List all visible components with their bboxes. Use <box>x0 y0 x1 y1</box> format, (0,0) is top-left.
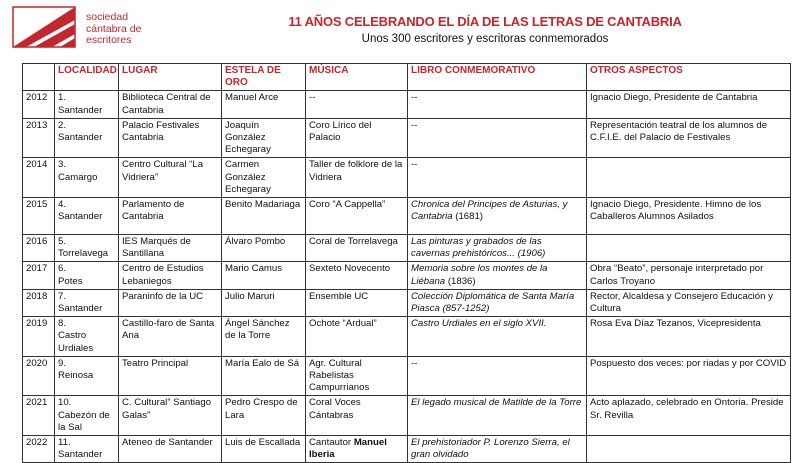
libro-title: Colección Diplomática de Santa María Piasca (857-1252) <box>411 290 575 315</box>
lugar-text: Centro de Estudios Lebaniegos <box>122 263 204 287</box>
cell-year <box>23 118 55 158</box>
localidad-number: 4. <box>58 199 67 211</box>
musica-performer: Manuel Iberia <box>309 437 387 461</box>
lugar-text: Parlamento de Cantabria <box>122 199 185 223</box>
table-row <box>23 158 791 198</box>
libro-title: -- <box>411 119 418 131</box>
localidad-name: Santander <box>58 449 103 461</box>
logo-text <box>86 12 141 47</box>
libro-title: -- <box>411 92 418 104</box>
cell-lugar <box>119 158 222 198</box>
cell-otros <box>587 91 791 118</box>
otros-text: Ignacio Diego, Presidente de Cantabria <box>590 92 758 104</box>
table-row <box>23 235 791 262</box>
localidad-name: Santander <box>58 132 103 144</box>
table-row <box>23 198 791 235</box>
cell-localidad <box>55 356 119 396</box>
lugar-text: Teatro Principal <box>122 357 189 369</box>
year-text: 2021 <box>26 397 48 409</box>
cell-otros <box>587 198 791 235</box>
table-row <box>23 436 791 463</box>
cell-libro <box>408 262 587 289</box>
musica-text: Ochote “Ardual” <box>309 318 377 330</box>
lugar-text: IES Marqués de Santillana <box>122 236 191 260</box>
localidad-number: 3. <box>58 159 67 171</box>
cell-localidad <box>55 317 119 357</box>
libro-title: El prehistoriador P. Lorenzo Sierra, el gran olvidado <box>411 437 570 461</box>
cell-musica <box>306 436 408 463</box>
cell-lugar <box>119 289 222 316</box>
libro-title: Memoria sobre los montes de la Liébana <box>411 263 548 287</box>
cell-lugar <box>119 198 222 235</box>
libro-title: -- <box>411 357 418 369</box>
estela-text: María Ealo de Sá <box>225 357 300 369</box>
estela-text: Luis de Escallada <box>225 437 301 449</box>
header-otros: OTROS ASPECTOS <box>587 64 791 91</box>
libro-title: Las pinturas y grabados de las cavernas prehistóricos... (1906) <box>411 236 546 260</box>
localidad-number: 5. <box>58 236 67 248</box>
localidad-name: Cabezón de la Sal <box>58 409 110 433</box>
cell-localidad <box>55 262 119 289</box>
table-row <box>23 317 791 357</box>
localidad-name: Reinosa <box>58 370 94 382</box>
cell-musica <box>306 262 408 289</box>
musica-text: -- <box>309 92 316 104</box>
cell-otros <box>587 118 791 158</box>
otros-text: Ignacio Diego, Presidente. Himno de los Caballeros Alumnos Asilados <box>590 199 762 223</box>
table-row <box>23 396 791 436</box>
cell-estela <box>222 158 306 198</box>
localidad-number: 1. <box>58 92 67 104</box>
localidad-number: 6. <box>58 263 67 275</box>
lugar-text: Biblioteca Central de Cantabria <box>122 92 211 116</box>
table-row <box>23 262 791 289</box>
estela-text: Benito Madariaga <box>225 199 301 211</box>
libro-title: -- <box>411 159 418 171</box>
cell-otros <box>587 158 791 198</box>
year-text: 2016 <box>26 236 48 248</box>
events-table <box>22 63 791 463</box>
header-musica: MÚSICA <box>306 64 408 91</box>
musica-text: Ensemble UC <box>309 290 369 302</box>
year-text: 2019 <box>26 318 48 330</box>
cell-libro <box>408 289 587 316</box>
libro-title: El legado musical de Matilde de la Torre <box>411 397 582 409</box>
lugar-text: Centro Cultural “La Vidriera” <box>122 159 204 183</box>
cell-year <box>23 198 55 235</box>
musica-text: Taller de folklore de la Vidriera <box>309 159 403 183</box>
cell-otros <box>587 235 791 262</box>
year-text: 2014 <box>26 159 48 171</box>
estela-text: Pedro Crespo de Lara <box>225 397 298 421</box>
musica-text: Coro “A Cappella” <box>309 199 386 211</box>
estela-text: Carmen González Echegaray <box>225 159 271 195</box>
cell-estela <box>222 198 306 235</box>
year-text: 2015 <box>26 199 48 211</box>
libro-title: Castro Urdiales en el siglo XVII. <box>411 318 547 330</box>
cell-estela <box>222 262 306 289</box>
cell-localidad <box>55 436 119 463</box>
localidad-number: 11. <box>58 437 71 449</box>
localidad-name: Santander <box>58 303 103 315</box>
cell-otros <box>587 396 791 436</box>
cell-musica <box>306 118 408 158</box>
localidad-name: Castro Urdiales <box>58 330 94 354</box>
table-header-row <box>23 64 791 91</box>
cell-musica <box>306 235 408 262</box>
cell-year <box>23 91 55 118</box>
table-row <box>23 356 791 396</box>
localidad-name: Santander <box>58 104 103 116</box>
cell-localidad <box>55 158 119 198</box>
otros-text: Representación teatral de los alumnos de C.F.I.E. del Palacio de Festivales <box>590 119 768 144</box>
localidad-number: 7. <box>58 290 67 302</box>
cell-libro <box>408 118 587 158</box>
cell-estela <box>222 118 306 158</box>
cell-localidad <box>55 91 119 118</box>
cell-year <box>23 235 55 262</box>
cell-musica <box>306 91 408 118</box>
cell-localidad <box>55 396 119 436</box>
cell-year <box>23 262 55 289</box>
cell-otros <box>587 436 791 463</box>
estela-text: Álvaro Pombo <box>225 236 286 248</box>
cell-localidad <box>55 118 119 158</box>
cell-estela <box>222 289 306 316</box>
libro-year: (1681) <box>452 211 484 223</box>
musica-text: Sexteto Novecento <box>309 263 391 275</box>
estela-text: Ángel Sánchez de la Torre <box>225 318 290 342</box>
lugar-text: Castillo-faro de Santa Ana <box>122 318 215 342</box>
cell-year <box>23 158 55 198</box>
cell-libro <box>408 356 587 396</box>
cell-libro <box>408 396 587 436</box>
musica-text: Cantautor <box>309 437 354 449</box>
year-text: 2017 <box>26 263 48 275</box>
cell-localidad <box>55 235 119 262</box>
otros-text: Rector, Alcaldesa y Consejero Educación y Cultura <box>590 290 773 315</box>
cell-lugar <box>119 262 222 289</box>
localidad-name: Santander <box>58 211 103 223</box>
otros-text: Rosa Eva Díaz Tezanos, Vicepresidenta <box>590 318 761 330</box>
table-row <box>23 118 791 158</box>
cell-otros <box>587 356 791 396</box>
header-libro: LIBRO CONMEMORATIVO <box>408 64 587 91</box>
header-lugar: LUGAR <box>119 64 222 91</box>
cell-libro <box>408 235 587 262</box>
cell-localidad <box>55 289 119 316</box>
localidad-number: 10. <box>58 397 72 409</box>
estela-text: Julio Maruri <box>225 290 275 302</box>
otros-text: Obra “Beato”, personaje interpretado por Carlos Troyano <box>590 263 764 287</box>
otros-text: Acto aplazado, celebrado en Ontoria. Preside Sr. Revilla <box>590 397 784 421</box>
libro-title: Chronica del Principes de Asturias, y Cantabria <box>411 199 568 223</box>
localidad-number: 9. <box>58 357 67 369</box>
libro-year: (1836) <box>445 275 476 287</box>
estela-text: Joaquín González Echegaray <box>225 119 271 156</box>
cell-year <box>23 317 55 357</box>
cell-otros <box>587 317 791 357</box>
cell-libro <box>408 91 587 118</box>
table-row <box>23 91 791 118</box>
cell-lugar <box>119 235 222 262</box>
page-title: 11 AÑOS CELEBRANDO EL DÍA DE LAS LETRAS DE CANTABRIA <box>288 14 682 29</box>
cell-localidad <box>55 198 119 235</box>
localidad-number: 8. <box>58 318 67 330</box>
cell-libro <box>408 198 587 235</box>
cell-libro <box>408 436 587 463</box>
logo-mark-icon <box>12 6 76 48</box>
year-text: 2013 <box>26 119 48 131</box>
estela-text: Mario Camus <box>225 263 283 275</box>
cell-musica <box>306 356 408 396</box>
cell-estela <box>222 91 306 118</box>
header-year <box>23 64 55 91</box>
cell-otros <box>587 289 791 316</box>
logo <box>12 6 212 50</box>
logo-line: escritores <box>86 34 132 46</box>
musica-text: Agr. Cultural Rabelistas Campurrianos <box>309 357 370 394</box>
localidad-name: Potes <box>58 275 83 287</box>
cell-estela <box>222 235 306 262</box>
cell-libro <box>408 317 587 357</box>
localidad-number: 2. <box>58 119 67 131</box>
cell-musica <box>306 396 408 436</box>
cell-year <box>23 289 55 316</box>
year-text: 2018 <box>26 290 48 302</box>
cell-musica <box>306 317 408 357</box>
cell-year <box>23 356 55 396</box>
cell-estela <box>222 356 306 396</box>
page-subtitle: Unos 300 escritores y escritoras conmemorados <box>361 33 609 45</box>
year-text: 2022 <box>26 437 48 449</box>
logo-line: sociedad <box>86 11 129 23</box>
cell-musica <box>306 289 408 316</box>
header-estela: ESTELA DE ORO <box>222 64 306 91</box>
otros-text: Pospuesto dos veces: por riadas y por COVID <box>590 357 787 369</box>
cell-lugar <box>119 118 222 158</box>
musica-text: Coral de Torrelavega <box>309 236 398 248</box>
logo-line: cántabra de <box>86 22 142 35</box>
cell-otros <box>587 262 791 289</box>
cell-lugar <box>119 436 222 463</box>
cell-libro <box>408 158 587 198</box>
cell-musica <box>306 158 408 198</box>
cell-estela <box>222 436 306 463</box>
table-row <box>23 289 791 316</box>
lugar-text: C. Cultural” Santiago Galas” <box>122 397 212 421</box>
header-localidad: LOCALIDAD <box>55 64 119 91</box>
cell-lugar <box>119 91 222 118</box>
year-text: 2012 <box>26 92 48 104</box>
lugar-text: Paraninfo de la UC <box>122 290 204 302</box>
cell-estela <box>222 396 306 436</box>
lugar-text: Palacio Festivales Cantabria <box>122 119 200 144</box>
cell-lugar <box>119 317 222 357</box>
musica-text: Coral Voces Cántabras <box>309 397 361 421</box>
localidad-name: Camargo <box>58 171 98 183</box>
year-text: 2020 <box>26 357 48 369</box>
cell-lugar <box>119 356 222 396</box>
cell-lugar <box>119 396 222 436</box>
localidad-name: Torrelavega <box>58 248 109 260</box>
cell-year <box>23 396 55 436</box>
lugar-text: Ateneo de Santander <box>122 437 213 449</box>
cell-musica <box>306 198 408 235</box>
cell-estela <box>222 317 306 357</box>
cell-year <box>23 436 55 463</box>
musica-text: Coro Lírico del Palacio <box>309 119 372 144</box>
estela-text: Manuel Arce <box>225 92 279 104</box>
